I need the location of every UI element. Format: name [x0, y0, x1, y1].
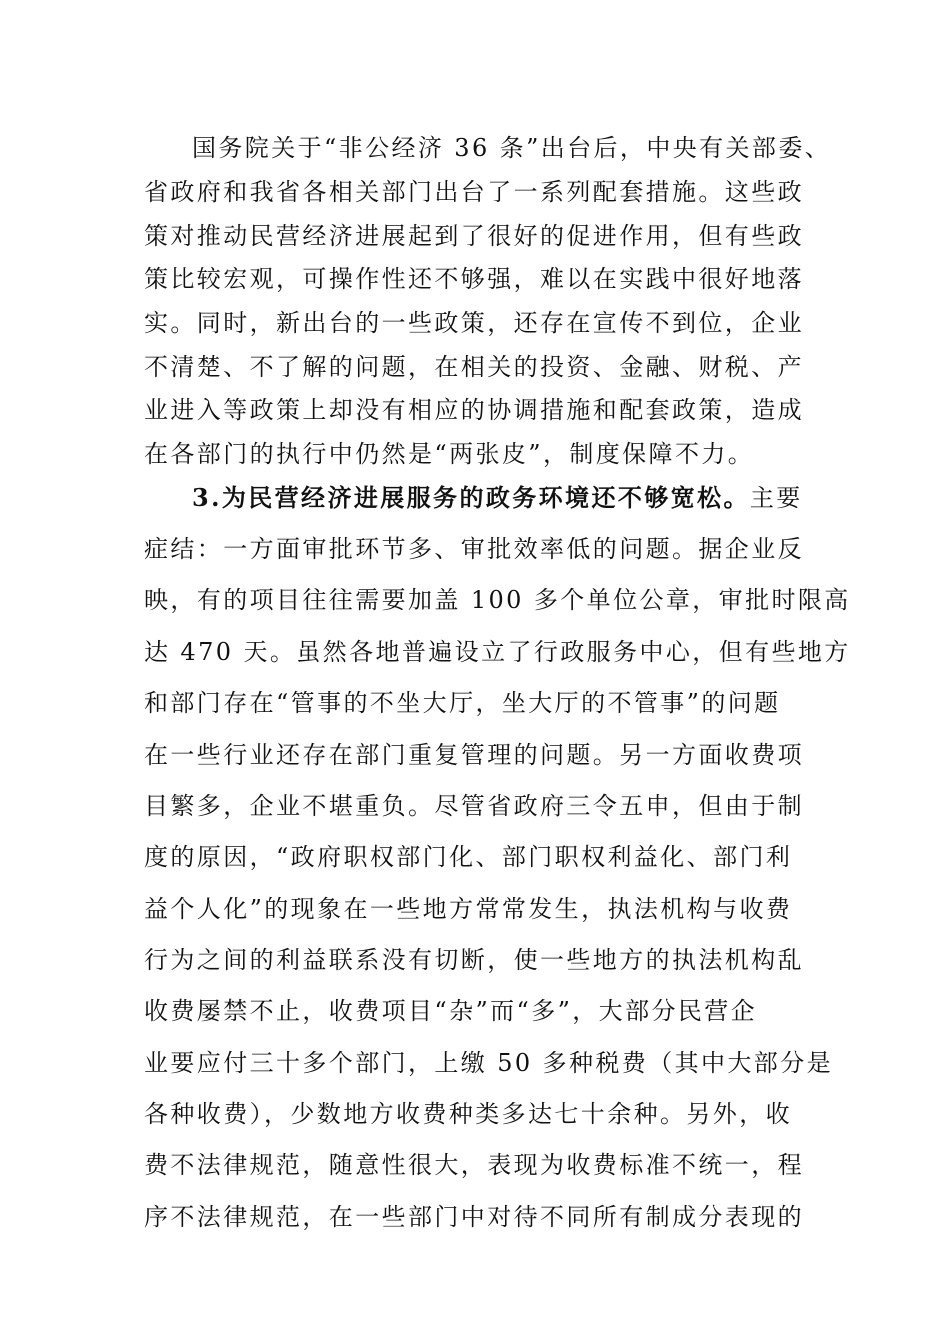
- paragraph1-line: 在各部门的执行中仍然是“两张皮”，制度保障不力。: [144, 440, 755, 468]
- paragraph1-line: 业进入等政策上却没有相应的协调措施和配套政策，造成: [144, 396, 804, 424]
- paragraph2-line: 费不法律规范，随意性很大，表现为收费标准不统一，程: [144, 1151, 804, 1179]
- paragraph2-line: 行为之间的利益联系没有切断，使一些地方的执法机构乱: [144, 946, 804, 974]
- paragraph1-line: 国务院关于“非公经济 36 条”出台后，中央有关部委、: [192, 134, 832, 162]
- paragraph2-line: 目繁多，企业不堪重负。尽管省政府三令五申，但由于制: [144, 792, 804, 820]
- paragraph2-line: 和部门存在“管事的不坐大厅，坐大厅的不管事”的问题: [144, 689, 781, 717]
- paragraph2-line: 各种收费），少数地方收费种类多达七十余种。另外，收: [144, 1100, 792, 1128]
- paragraph2-line: 序不法律规范，在一些部门中对待不同所有制成分表现的: [144, 1203, 804, 1231]
- paragraph1-line: 不清楚、不了解的问题，在相关的投资、金融、财税、产: [144, 353, 804, 381]
- paragraph2-line: 映，有的项目往往需要加盖 100 多个单位公章，审批时限高: [144, 586, 851, 614]
- paragraph1-line: 省政府和我省各相关部门出台了一系列配套措施。这些政: [144, 178, 804, 206]
- paragraph2-first-line: [192, 478, 803, 518]
- paragraph2-line: 益个人化”的现象在一些地方常常发生，执法机构与收费: [144, 895, 793, 923]
- paragraph2-line: 达 470 天。虽然各地普遍设立了行政服务中心，但有些地方: [144, 638, 851, 666]
- paragraph1-line: 实。同时，新出台的一些政策，还存在宣传不到位，企业: [144, 309, 804, 337]
- paragraph2-line: 度的原因，“政府职权部门化、部门职权利益化、部门利: [144, 843, 793, 871]
- paragraph2-line: 在一些行业还存在部门重复管理的问题。另一方面收费项: [144, 741, 804, 769]
- paragraph2-line: 症结：一方面审批环节多、审批效率低的问题。据企业反: [144, 535, 804, 563]
- paragraph1-line: 策比较宏观，可操作性还不够强，难以在实践中很好地落: [144, 265, 804, 293]
- paragraph2-line: 业要应付三十多个部门，上缴 50 多种税费（其中大部分是: [144, 1049, 833, 1077]
- paragraph1-line: 策对推动民营经济进展起到了很好的促进作用，但有些政: [144, 222, 804, 250]
- paragraph2-line: 收费屡禁不止，收费项目“杂”而“多”，大部分民营企: [144, 997, 758, 1025]
- section-heading: 3.为民营经济进展服务的政务环境还不够宽松。: [192, 483, 750, 512]
- heading-continuation: 主要: [749, 484, 803, 512]
